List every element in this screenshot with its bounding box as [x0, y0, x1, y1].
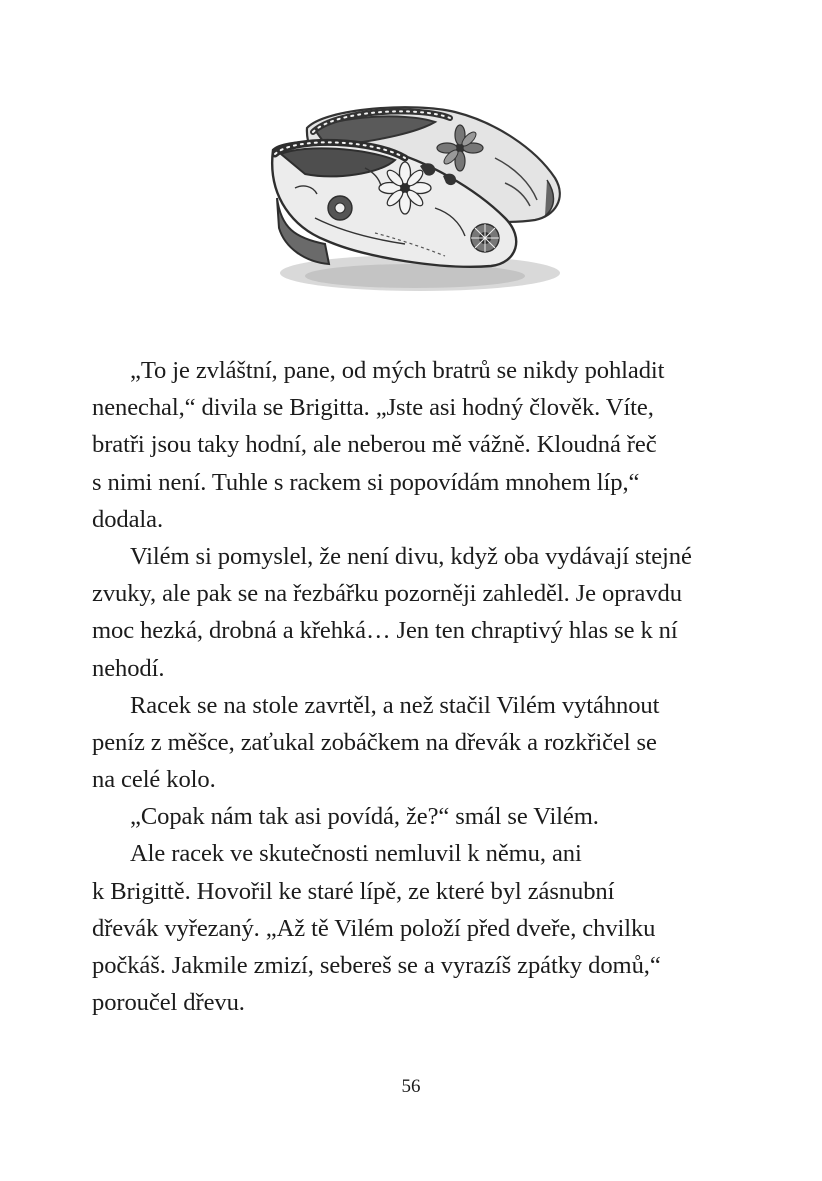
text-line: poroučel dřevu. [92, 989, 245, 1017]
text-line: na celé kolo. [92, 766, 216, 794]
text-line: Racek se na stole zavrtěl, a než stačil Vilém vytáhnout [130, 691, 660, 719]
text-line: nehodí. [92, 654, 165, 682]
text-line: „Copak nám tak asi povídá, že?“ smál se Vilém. [130, 803, 599, 831]
text-line: počkáš. Jakmile zmizí, sebereš se a vyrazíš zpátky domů,“ [92, 952, 661, 979]
text-line: dřevák vyřezaný. „Až tě Vilém položí před dveře, chvilku [92, 914, 656, 942]
text-line: zvuky, ale pak se na řezbářku pozorněji zahleděl. Je opravdu [92, 580, 682, 608]
text-line: „To je zvláštní, pane, od mých bratrů se nikdy pohladit [130, 357, 665, 384]
text-line: moc hezká, drobná a křehká… Jen ten chraptivý hlas se k ní [92, 617, 678, 645]
text-line: s nimi není. Tuhle s rackem si popovídám mnohem líp,“ [92, 468, 640, 496]
text-line: nenechal,“ divila se Brigitta. „Jste asi hodný člověk. Víte, [92, 394, 654, 422]
text-line: peníz z měšce, zaťukal zobáčkem na dřevák a rozkřičel se [92, 728, 657, 756]
text-line: k Brigittě. Hovořil ke staré lípě, ze které byl zásnubní [92, 877, 615, 905]
text-line: dodala. [92, 505, 164, 533]
page-number: 56 [401, 1076, 421, 1097]
text-line: Vilém si pomyslel, že není divu, když oba vydávají stejné [130, 542, 692, 570]
text-line: bratři jsou taky hodní, ale neberou mě vážně. Kloudná řeč [92, 431, 657, 459]
wooden-clogs-illustration [255, 88, 575, 310]
text-line: Ale racek ve skutečnosti nemluvil k němu, ani [130, 840, 582, 868]
body-text [92, 352, 742, 1021]
